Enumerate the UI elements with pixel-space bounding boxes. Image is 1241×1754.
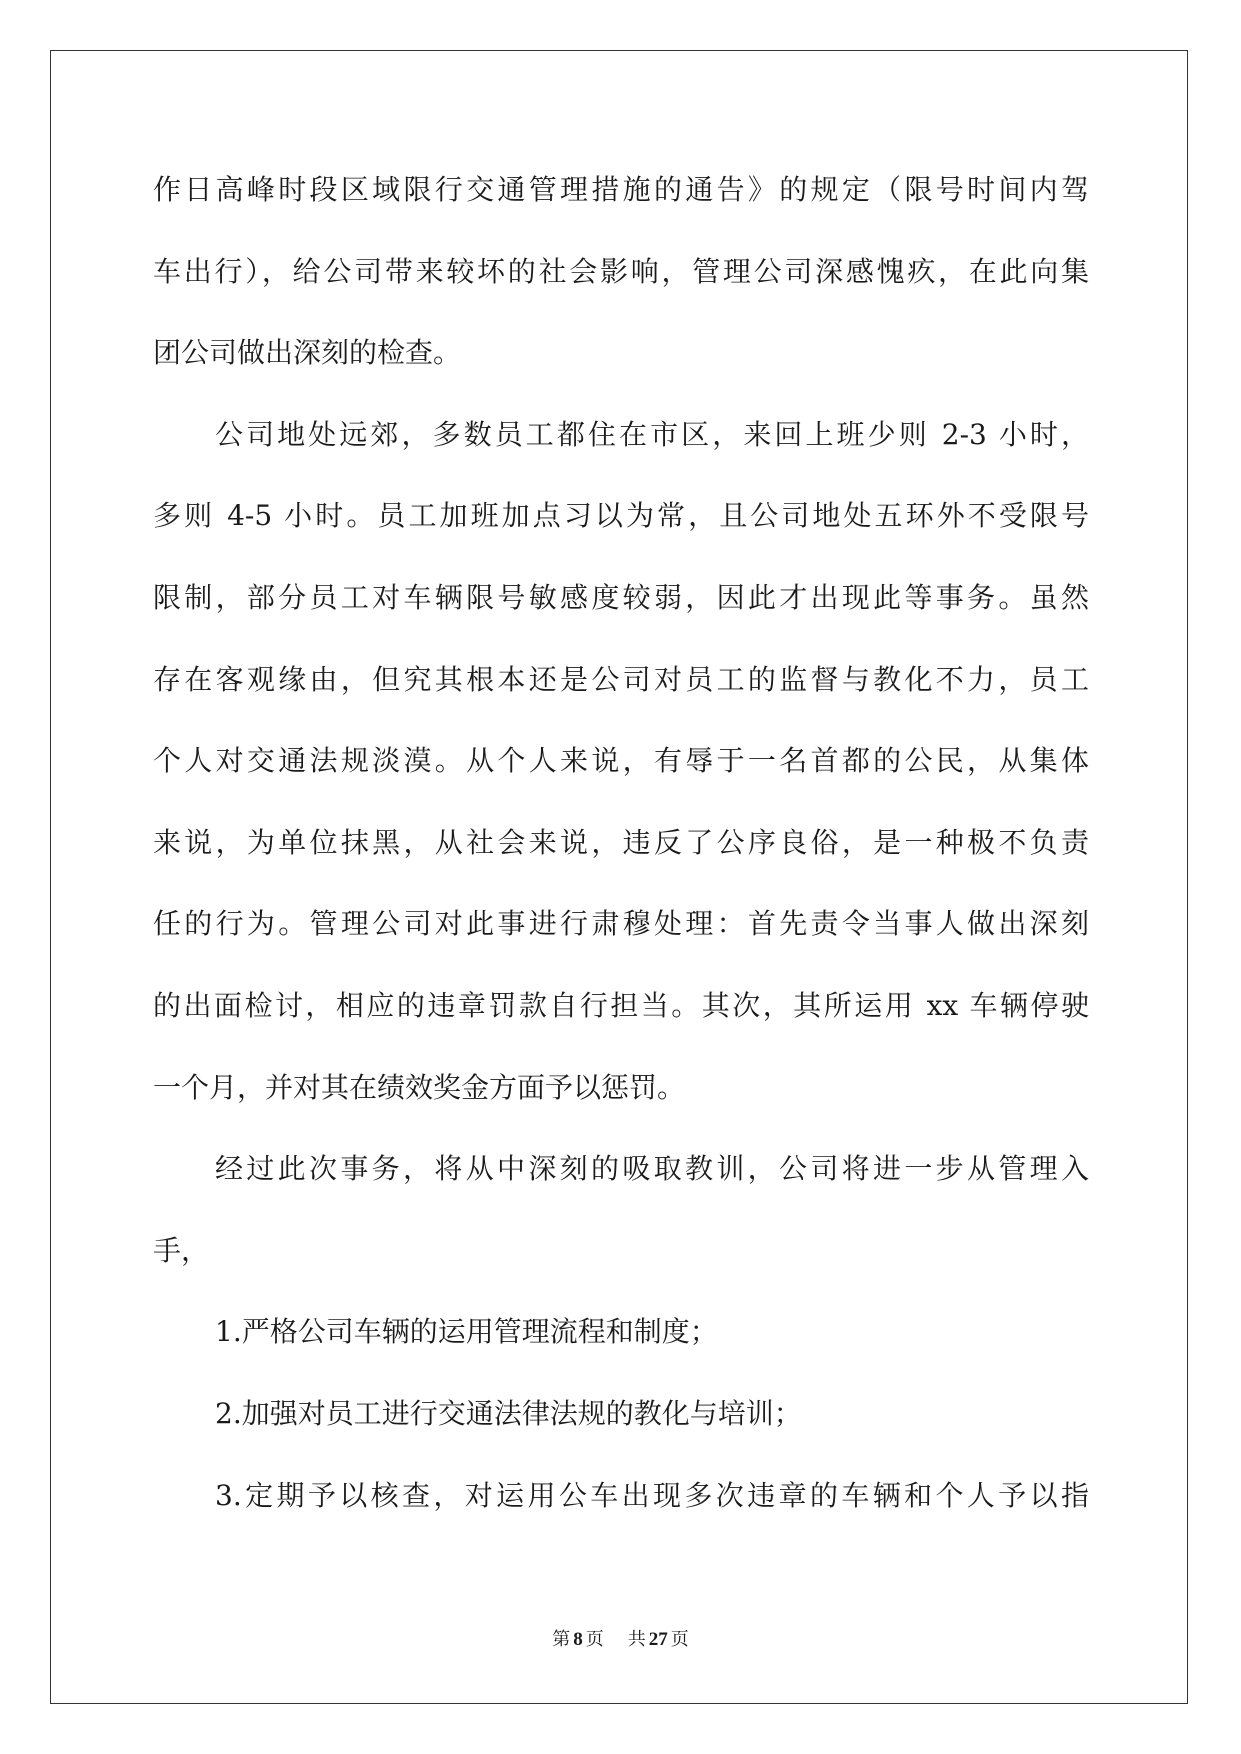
- text-line: 经过此次事务，将从中深刻的吸取教训，公司将进一步从管理入: [215, 1152, 1089, 1186]
- text-line: 来说，为单位抹黑，从社会来说，违反了公序良俗，是一种极不负责: [153, 825, 1089, 859]
- paragraph-2: [153, 394, 1089, 1128]
- page-prefix: 第: [552, 1629, 571, 1650]
- text-line: 公司地处远郊，多数员工都住在市区，来回上班少则 2-3 小时，: [215, 417, 1089, 451]
- list-item-3: [153, 1455, 1089, 1537]
- text-line: 手，: [153, 1233, 210, 1267]
- text-line: 作日高峰时段区域限行交通管理措施的通告》的规定（限号时间内驾: [153, 173, 1089, 206]
- text-line: 个人对交通法规淡漠。从个人来说，有辱于一名首都的公民，从集体: [153, 744, 1089, 778]
- text-line: 车出行），给公司带来较坏的社会影响，管理公司深感愧疚，在此向集: [153, 254, 1089, 288]
- text-line: 1.严格公司车辆的运用管理流程和制度；: [215, 1315, 718, 1349]
- total-prefix: 共: [627, 1629, 646, 1650]
- paragraph-3: [153, 1128, 1089, 1291]
- total-pages: 27: [648, 1629, 668, 1650]
- text-line: 任的行为。管理公司对此事进行肃穆处理：首先责令当事人做出深刻: [153, 907, 1089, 941]
- text-line: 限制，部分员工对车辆限号敏感度较弱，因此才出现此等事务。虽然: [153, 580, 1089, 614]
- page-suffix: 页: [585, 1629, 604, 1650]
- list-item-1: [153, 1291, 1089, 1373]
- total-suffix: 页: [670, 1629, 689, 1650]
- text-line: 存在客观缘由，但究其根本还是公司对员工的监督与教化不力，员工: [153, 662, 1089, 696]
- text-line: 多则 4-5 小时。员工加班加点习以为常，且公司地处五环外不受限号: [153, 499, 1089, 533]
- document-body: [153, 149, 1089, 1536]
- page-number: 8: [573, 1629, 583, 1650]
- paragraph-1: [153, 149, 1089, 394]
- text-line: 团公司做出深刻的检查。: [153, 336, 462, 370]
- text-line: 一个月，并对其在绩效奖金方面予以惩罚。: [153, 1070, 686, 1104]
- list-item-2: [153, 1373, 1089, 1455]
- text-line: 2.加强对员工进行交通法律法规的教化与培训；: [215, 1396, 802, 1430]
- text-line: 3.定期予以核查，对运用公车出现多次违章的车辆和个人予以指: [215, 1478, 1089, 1512]
- page-footer: [0, 1626, 1241, 1654]
- text-line: 的出面检讨，相应的违章罚款自行担当。其次，其所运用 xx 车辆停驶: [153, 988, 1089, 1022]
